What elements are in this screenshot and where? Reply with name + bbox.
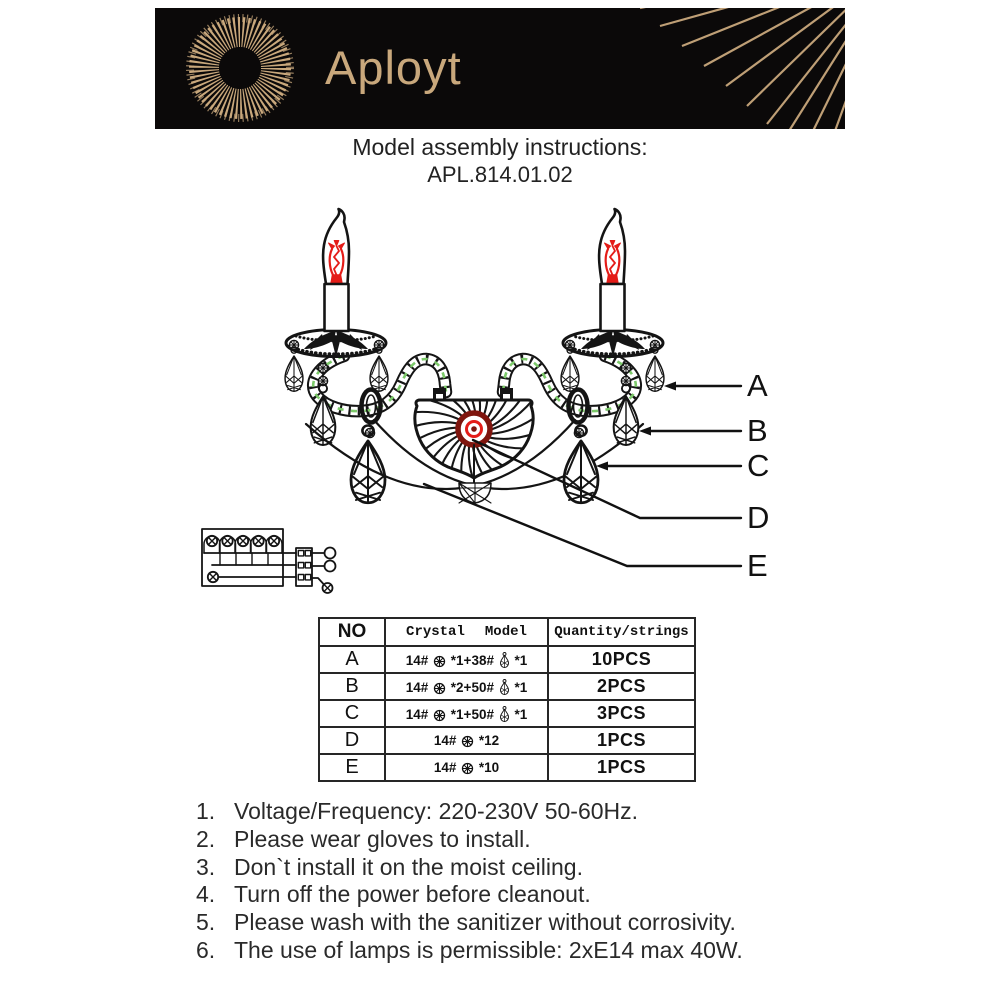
table-row: A 14# *1+38# *1 10PCS: [319, 646, 695, 673]
header-no: NO: [319, 618, 385, 646]
candle-bulb-right: [599, 209, 625, 331]
drop-crystal-icon: [499, 679, 510, 695]
parts-table: [318, 617, 696, 782]
backplate-body: [398, 356, 549, 507]
candle-bulb-left: [323, 209, 349, 331]
instruction-item: 5. Please wash with the sanitizer without corrosivity.: [196, 909, 736, 936]
bead-crystal-icon: [461, 735, 474, 748]
brand-name: Aployt: [325, 41, 462, 94]
bead-crystal-icon: [433, 655, 446, 668]
sconce-assembly-diagram: [180, 200, 800, 612]
banner-decor: [155, 8, 845, 129]
bead-crystal-icon: [433, 682, 446, 695]
instruction-item: 6. The use of lamps is permissible: 2xE14 max 40W.: [196, 936, 743, 963]
table-row: E 14# *10 1PCS: [319, 754, 695, 781]
part-label-d: D: [747, 500, 770, 535]
part-label-c: C: [747, 448, 770, 483]
instruction-item: 3. Don`t install it on the moist ceiling.: [196, 853, 583, 880]
table-header-row: [319, 618, 695, 646]
page-title: Model assembly instructions:: [352, 134, 648, 160]
part-label-e: E: [747, 548, 768, 583]
instruction-list: [196, 798, 876, 965]
table-row: B 14# *2+50# *1 2PCS: [319, 673, 695, 700]
bead-crystal-icon: [433, 709, 446, 722]
header-crystal-model: Crystal Model: [385, 618, 548, 646]
sunburst-logo-icon: [190, 18, 290, 118]
part-label-b: B: [747, 413, 768, 448]
header-quantity: Quantity/strings: [548, 618, 695, 646]
instruction-item: 4. Turn off the power before cleanout.: [196, 881, 591, 908]
instruction-item: 1. Voltage/Frequency: 220-230V 50-60Hz.: [196, 798, 639, 824]
brand-banner: [155, 8, 845, 129]
instruction-item: 2. Please wear gloves to install.: [196, 825, 531, 852]
part-label-a: A: [747, 368, 768, 403]
drop-crystal-icon: [499, 652, 510, 668]
wiring-schematic: [202, 529, 336, 593]
corner-rays-icon: [640, 8, 845, 129]
model-number: APL.814.01.02: [427, 162, 573, 187]
table-row: C 14# *1+50# *1 3PCS: [319, 700, 695, 727]
drop-crystal-icon: [499, 706, 510, 722]
bead-crystal-icon: [461, 762, 474, 775]
table-row: D 14# *12 1PCS: [319, 727, 695, 754]
